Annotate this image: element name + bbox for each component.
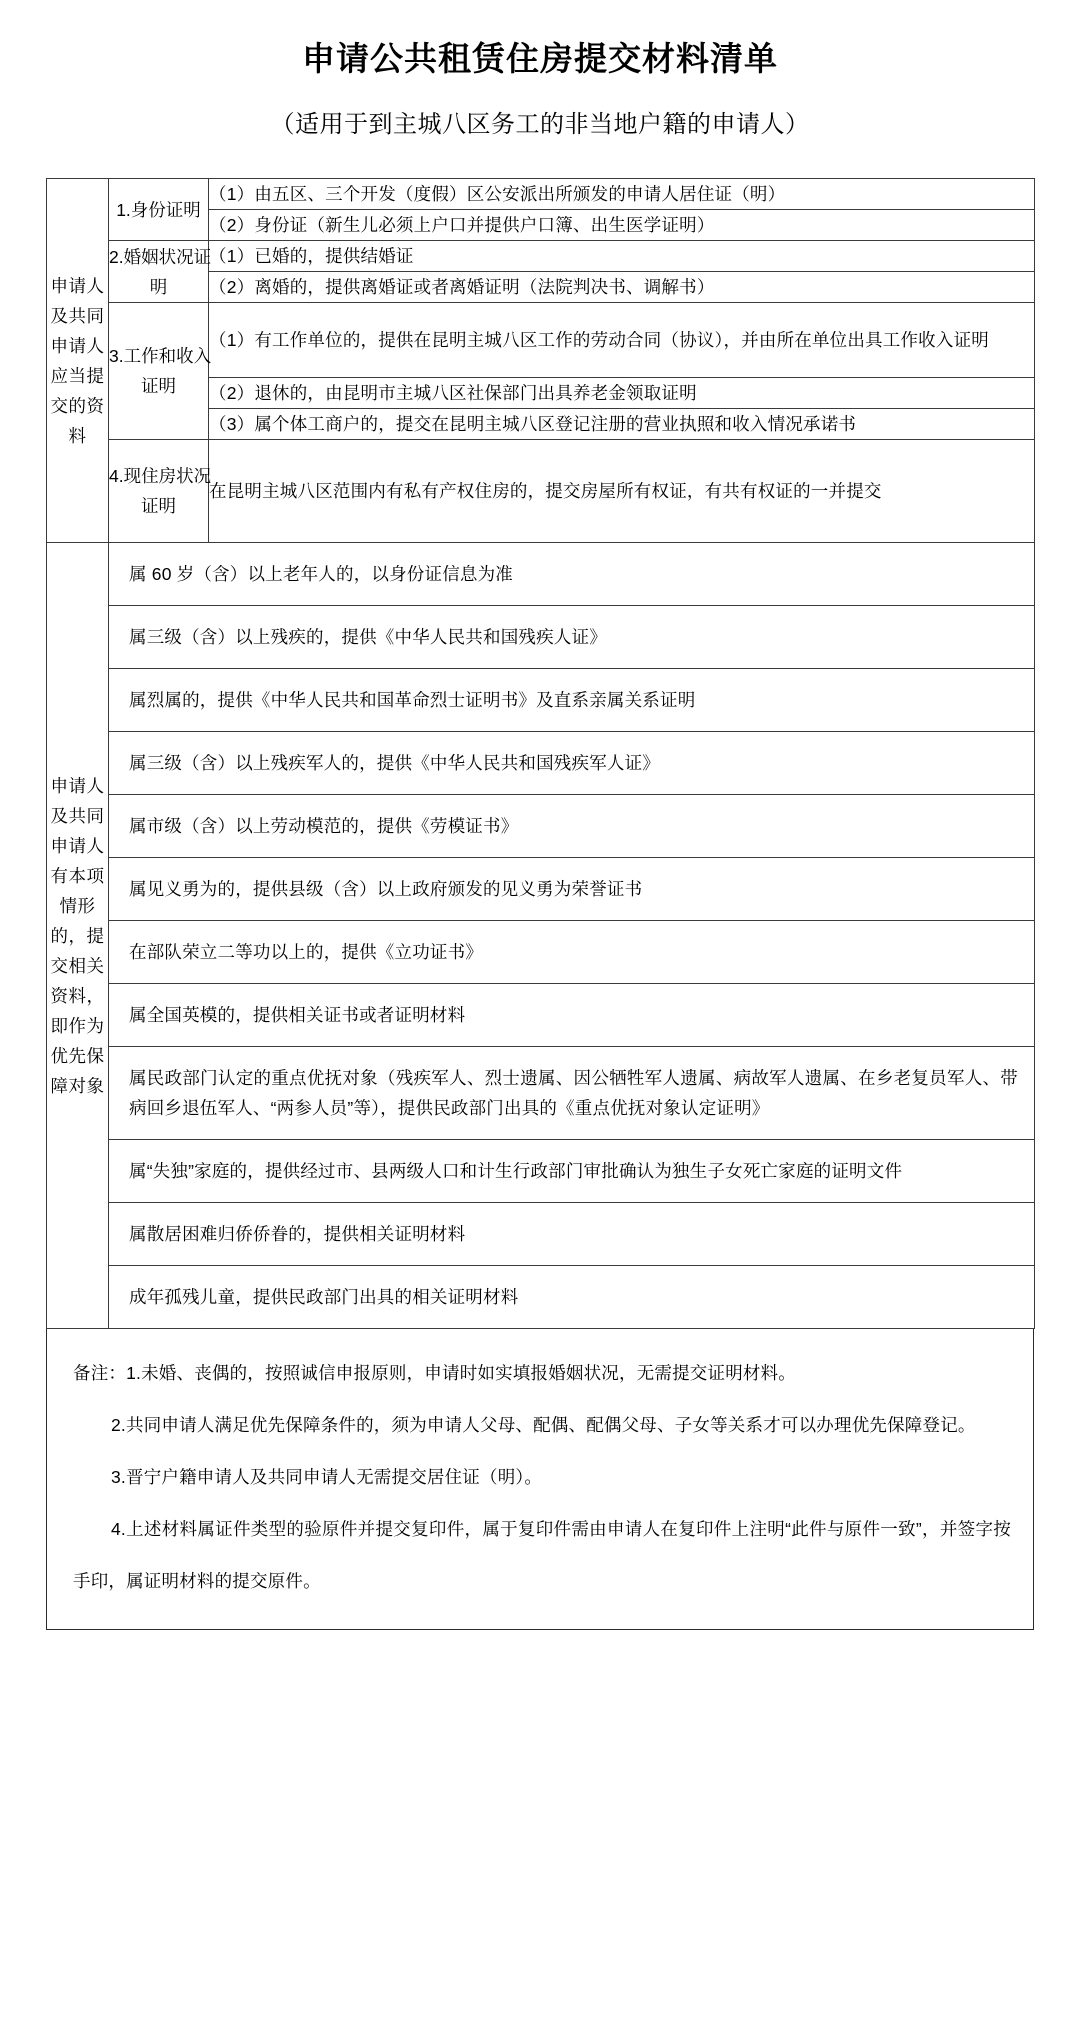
section-a-label-line-6: 料 bbox=[68, 425, 87, 446]
item-priority-8: 属全国英模的，提供相关证书或者证明材料 bbox=[109, 984, 1035, 1047]
section-a-label-line-1: 申请人 bbox=[50, 275, 105, 296]
category-housing-status bbox=[109, 440, 212, 543]
table-row bbox=[47, 440, 1035, 543]
item-housing-status-1: 在昆明主城八区范围内有私有产权住房的，提交房屋所有权证，有共有权证的一并提交 bbox=[209, 440, 1035, 543]
item-priority-11: 属散居困难归侨侨眷的，提供相关证明材料 bbox=[109, 1203, 1035, 1266]
page-subtitle: （适用于到主城八区务工的非当地户籍的申请人） bbox=[270, 111, 810, 138]
section-b-label-line-2: 及共同 bbox=[50, 805, 105, 826]
section-a-label-line-4: 应当提 bbox=[50, 365, 105, 386]
item-priority-3: 属烈属的，提供《中华人民共和国革命烈士证明书》及直系亲属关系证明 bbox=[109, 669, 1035, 732]
category-work-income-line-2: 证明 bbox=[141, 376, 176, 396]
table-row bbox=[47, 1266, 1035, 1329]
category-housing-status-line-1: 4.现住房状况 bbox=[109, 466, 212, 486]
item-work-income-3: （3）属个体工商户的，提交在昆明主城八区登记注册的营业执照和收入情况承诺书 bbox=[209, 409, 1035, 440]
table-row bbox=[47, 241, 1035, 272]
item-priority-7: 在部队荣立二等功以上的，提供《立功证书》 bbox=[109, 921, 1035, 984]
document-page bbox=[0, 20, 1080, 2040]
category-marriage-line-2: 明 bbox=[149, 276, 168, 297]
table-row bbox=[47, 732, 1035, 795]
category-work-income-line-1: 3.工作和收入 bbox=[109, 346, 212, 366]
section-b-label-line-8: 资料， bbox=[50, 985, 105, 1006]
materials-table bbox=[46, 178, 1035, 1329]
item-priority-10: 属“失独”家庭的，提供经过市、县两级人口和计生行政部门审批确认为独生子女死亡家庭的证明文件 bbox=[109, 1140, 1035, 1203]
item-identity-2: （2）身份证（新生儿必须上户口并提供户口簿、出生医学证明） bbox=[209, 210, 1035, 241]
category-marriage-line-1: 2.婚姻状况证 bbox=[109, 246, 212, 267]
section-b-label-line-5: 情形 bbox=[59, 895, 96, 916]
table-row bbox=[47, 921, 1035, 984]
section-b-label-line-4: 有本项 bbox=[50, 865, 105, 886]
category-marriage bbox=[109, 241, 212, 303]
item-priority-6: 属见义勇为的，提供县级（含）以上政府颁发的见义勇为荣誉证书 bbox=[109, 858, 1035, 921]
item-work-income-1: （1）有工作单位的，提供在昆明主城八区工作的劳动合同（协议），并由所在单位出具工作收入证明 bbox=[209, 303, 1035, 378]
materials-table-wrapper bbox=[46, 142, 1034, 1329]
section-b-label-line-6: 的，提 bbox=[50, 925, 105, 946]
table-row bbox=[47, 1140, 1035, 1203]
note-line-2: 2.共同申请人满足优先保障条件的，须为申请人父母、配偶、配偶父母、子女等关系才可以办理优先保障登记。 bbox=[111, 1415, 976, 1435]
section-a-label-line-2: 及共同 bbox=[50, 305, 105, 326]
table-row bbox=[47, 1203, 1035, 1266]
notes-block bbox=[46, 1329, 1034, 1630]
section-a-row-label bbox=[47, 179, 109, 543]
section-b-label-line-11: 障对象 bbox=[50, 1075, 105, 1096]
item-priority-9: 属民政部门认定的重点优抚对象（残疾军人、烈士遗属、因公牺牲军人遗属、病故军人遗属、在乡老复员军人、带病回乡退伍军人、“两参人员”等），提供民政部门出具的《重点优抚对象认定证明》 bbox=[109, 1047, 1035, 1140]
item-work-income-2: （2）退休的，由昆明市主城八区社保部门出具养老金领取证明 bbox=[209, 378, 1035, 409]
item-priority-2: 属三级（含）以上残疾的，提供《中华人民共和国残疾人证》 bbox=[109, 606, 1035, 669]
section-a-label-line-3: 申请人 bbox=[50, 335, 105, 356]
item-marriage-1: （1）已婚的，提供结婚证 bbox=[209, 241, 1035, 272]
note-line-3: 3.晋宁户籍申请人及共同申请人无需提交居住证（明）。 bbox=[111, 1467, 543, 1487]
table-row bbox=[47, 606, 1035, 669]
item-priority-12: 成年孤残儿童，提供民政部门出具的相关证明材料 bbox=[109, 1266, 1035, 1329]
section-a-label-line-5: 交的资 bbox=[50, 395, 105, 416]
table-row bbox=[47, 795, 1035, 858]
section-b-label-line-1: 申请人 bbox=[50, 775, 105, 796]
item-identity-1: （1）由五区、三个开发（度假）区公安派出所颁发的申请人居住证（明） bbox=[209, 179, 1035, 210]
category-housing-status-line-2: 证明 bbox=[141, 496, 176, 516]
table-row bbox=[47, 858, 1035, 921]
section-b-label-line-7: 交相关 bbox=[50, 955, 105, 976]
item-priority-1: 属 60 岁（含）以上老年人的，以身份证信息为准 bbox=[109, 543, 1035, 606]
section-b-label-line-10: 优先保 bbox=[50, 1045, 105, 1066]
page-title: 申请公共租赁住房提交材料清单 bbox=[302, 40, 778, 77]
category-identity bbox=[109, 179, 209, 241]
table-row bbox=[47, 543, 1035, 606]
note-line-4: 4.上述材料属证件类型的验原件并提交复印件，属于复印件需由申请人在复印件上注明“此件与原件一致”，并签字按手印，属证明材料的提交原件。 bbox=[73, 1519, 1011, 1591]
table-row bbox=[47, 303, 1035, 378]
table-row bbox=[47, 669, 1035, 732]
table-row bbox=[47, 1047, 1035, 1140]
category-identity-line-1: 1.身份证明 bbox=[116, 199, 201, 220]
table-row bbox=[47, 984, 1035, 1047]
table-row bbox=[47, 179, 1035, 210]
section-b-label-line-3: 申请人 bbox=[50, 835, 105, 856]
item-marriage-2: （2）离婚的，提供离婚证或者离婚证明（法院判决书、调解书） bbox=[209, 272, 1035, 303]
section-b-label-line-9: 即作为 bbox=[50, 1015, 105, 1036]
item-priority-4: 属三级（含）以上残疾军人的，提供《中华人民共和国残疾军人证》 bbox=[109, 732, 1035, 795]
category-work-income bbox=[109, 303, 212, 440]
item-priority-5: 属市级（含）以上劳动模范的，提供《劳模证书》 bbox=[109, 795, 1035, 858]
note-line-1: 备注：1.未婚、丧偶的，按照诚信申报原则，申请时如实填报婚姻状况，无需提交证明材料。 bbox=[73, 1363, 796, 1383]
section-b-row-label bbox=[47, 543, 109, 1329]
